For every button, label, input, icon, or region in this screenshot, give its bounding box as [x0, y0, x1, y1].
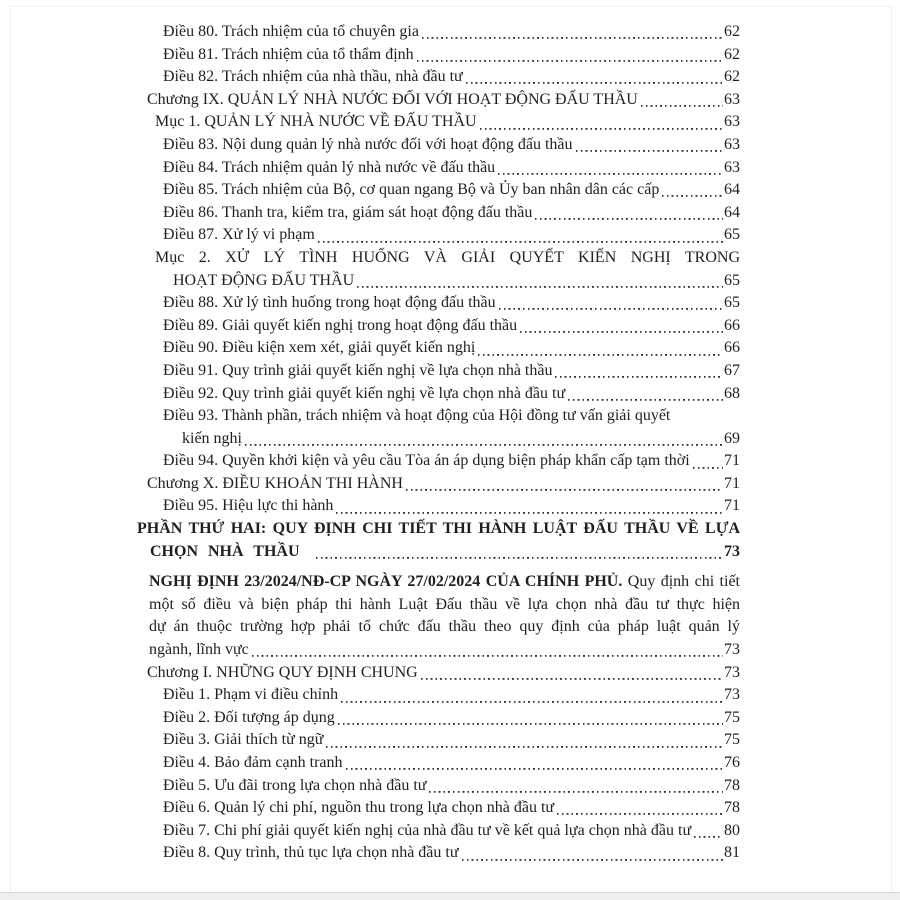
dot-leader — [557, 797, 723, 820]
dot-leader — [462, 842, 723, 865]
page-number: 71 — [724, 474, 740, 492]
dot-leader — [316, 541, 724, 564]
toc-line-text: Chương X. ĐIỀU KHOẢN THI HÀNH — [147, 474, 403, 492]
toc-line — [137, 541, 740, 564]
toc-line — [137, 571, 740, 594]
dot-leader — [318, 224, 723, 247]
dot-leader — [417, 44, 723, 67]
toc-line-text: Điều 80. Trách nhiệm của tổ chuyên gia — [163, 23, 419, 40]
toc-line — [137, 270, 740, 293]
toc-line-text: Mục 2. XỬ LÝ TÌNH HUỐNG VÀ GIẢI QUYẾT KIẾN NGHỊ TRONG — [155, 248, 740, 266]
page-number: 75 — [724, 731, 740, 749]
toc-line — [137, 111, 740, 134]
page-number: 64 — [724, 181, 740, 199]
page-number: 71 — [724, 497, 740, 515]
toc-line-text: Điều 2. Đối tượng áp dụng — [163, 708, 335, 726]
toc-line — [137, 707, 740, 730]
toc-line-text: Điều 94. Quyền khởi kiện và yêu cầu Tòa án áp dụng biện pháp khẩn cấp tạm thời — [163, 452, 690, 470]
toc-line — [137, 89, 740, 112]
dot-leader — [480, 111, 723, 134]
toc-line — [137, 616, 740, 639]
page-number: 63 — [724, 158, 740, 176]
toc-line-text: ngành, lĩnh vực — [149, 641, 249, 659]
dot-leader — [641, 89, 723, 112]
toc-line-text: Điều 4. Bảo đảm cạnh tranh — [163, 754, 343, 771]
page-number: 68 — [724, 384, 740, 402]
dot-leader — [520, 315, 723, 338]
toc-line-text: Điều 95. Hiệu lực thi hành — [163, 497, 334, 515]
toc-line — [137, 450, 740, 473]
dot-leader — [338, 707, 723, 730]
dot-leader — [429, 775, 723, 798]
dot-leader — [466, 66, 723, 89]
toc-line — [137, 842, 740, 865]
dot-leader — [326, 729, 723, 752]
toc-line — [137, 292, 740, 315]
toc-line — [137, 729, 740, 752]
dot-leader — [576, 134, 723, 157]
page-number: 71 — [724, 452, 740, 470]
toc-line — [137, 134, 740, 157]
toc-line-text: Điều 8. Quy trình, thủ tục lựa chọn nhà đầu tư — [163, 844, 459, 862]
page-number: 69 — [724, 429, 740, 447]
toc-line — [137, 405, 740, 428]
toc-line-text: Điều 1. Phạm vi điều chỉnh — [163, 686, 339, 704]
toc-line-text: Điều 5. Ưu đãi trong lựa chọn nhà đầu tư — [163, 776, 427, 794]
toc-line-text: Điều 93. Thành phần, trách nhiệm và hoạt động của Hội đồng tư vấn giải quyết — [163, 407, 671, 425]
toc-line — [137, 157, 740, 180]
page-number: 62 — [724, 23, 740, 40]
dot-leader — [336, 495, 723, 518]
toc-line-text: Mục 1. QUẢN LÝ NHÀ NƯỚC VỀ ĐẤU THẦU — [155, 113, 477, 131]
toc-line — [137, 66, 740, 89]
toc-line — [137, 797, 740, 820]
toc-line — [137, 775, 740, 798]
toc-line — [137, 820, 740, 843]
page-number: 78 — [724, 799, 740, 817]
page-number: 81 — [724, 844, 740, 862]
page-number: 63 — [724, 90, 740, 108]
toc-line — [137, 495, 740, 518]
toc-line — [137, 202, 740, 225]
page-number: 73 — [724, 663, 740, 681]
page-number: 63 — [724, 135, 740, 153]
toc-line-text: một số điều và biện pháp thi hành Luật Đấu thầu về lựa chọn nhà đầu tư thực hiện — [149, 595, 740, 613]
toc-line-text: Điều 3. Giải thích từ ngữ — [163, 731, 324, 749]
toc-line — [137, 428, 740, 451]
page-number: 73 — [724, 686, 740, 704]
dot-leader — [406, 473, 723, 496]
toc-line — [137, 179, 740, 202]
toc-line — [137, 21, 740, 44]
page-number: 80 — [724, 821, 740, 839]
toc-line — [137, 518, 740, 541]
toc-line — [137, 247, 740, 270]
toc-line-text: Điều 86. Thanh tra, kiểm tra, giám sát hoạt động đấu thầu — [163, 203, 533, 221]
page-number: 63 — [724, 113, 740, 131]
toc-line — [137, 315, 740, 338]
dot-leader — [535, 202, 723, 225]
page-number: 67 — [724, 361, 740, 379]
toc-line-text: Quy định chi tiết — [622, 573, 740, 591]
page-number: 73 — [724, 542, 740, 560]
table-of-contents — [137, 21, 740, 865]
toc-line-text: Điều 84. Trách nhiệm quản lý nhà nước về đấu thầu — [163, 158, 496, 176]
page-number: 66 — [724, 339, 740, 357]
page-number: 66 — [724, 316, 740, 334]
toc-line — [137, 44, 740, 67]
page-number: 76 — [724, 754, 740, 771]
scan-bottom-bar — [0, 892, 900, 900]
toc-line — [137, 360, 740, 383]
toc-line — [137, 662, 740, 685]
toc-line-text: PHẦN THỨ HAI: QUY ĐỊNH CHI TIẾT THI HÀNH LUẬT ĐẤU THẦU VỀ LỰA — [137, 520, 740, 538]
dot-leader — [341, 684, 723, 707]
page-number: 62 — [724, 45, 740, 63]
dot-leader — [693, 450, 723, 473]
page-number: 62 — [724, 68, 740, 86]
page-number: 78 — [724, 776, 740, 794]
toc-line-text: HOẠT ĐỘNG ĐẤU THẦU — [173, 271, 355, 289]
dot-leader — [555, 360, 723, 383]
toc-line — [137, 337, 740, 360]
dot-leader — [694, 820, 723, 843]
toc-line-text: Điều 85. Trách nhiệm của Bộ, cơ quan ngang Bộ và Ủy ban nhân dân các cấp — [163, 181, 660, 199]
toc-line-text: Điều 7. Chi phí giải quyết kiến nghị của nhà đầu tư về kết quả lựa chọn nhà đầu tư — [163, 821, 692, 839]
dot-leader — [568, 383, 723, 406]
toc-line-text: Điều 88. Xử lý tình huống trong hoạt động đấu thầu — [163, 294, 496, 312]
page-number: 65 — [724, 226, 740, 244]
dot-leader — [421, 662, 723, 685]
dot-leader — [478, 337, 723, 360]
toc-line-text: CHỌN NHÀ THẦU — [150, 542, 300, 560]
toc-line-text: dự án thuộc trường hợp phải tổ chức đấu thầu theo quy định của pháp luật quản lý — [149, 618, 740, 636]
toc-line — [137, 383, 740, 406]
toc-line — [137, 752, 740, 775]
toc-line — [137, 684, 740, 707]
toc-line-text: NGHỊ ĐỊNH 23/2024/NĐ-CP NGÀY 27/02/2024 CỦA CHÍNH PHỦ. — [149, 573, 623, 591]
page-number: 73 — [724, 641, 740, 659]
toc-line-text: Điều 91. Quy trình giải quyết kiến nghị về lựa chọn nhà thầu — [163, 361, 553, 379]
page-number: 65 — [724, 271, 740, 289]
page-number: 64 — [724, 203, 740, 221]
toc-line-text: Điều 81. Trách nhiệm của tổ thẩm định — [163, 45, 414, 63]
toc-line-text: Chương IX. QUẢN LÝ NHÀ NƯỚC ĐỐI VỚI HOẠT ĐỘNG ĐẤU THẦU — [147, 90, 638, 108]
dot-leader — [662, 179, 723, 202]
toc-line-text: Điều 6. Quản lý chi phí, nguồn thu trong lựa chọn nhà đầu tư — [163, 799, 555, 817]
toc-line-text: Điều 89. Giải quyết kiến nghị trong hoạt động đấu thầu — [163, 316, 518, 334]
dot-leader — [498, 157, 723, 180]
dot-leader — [422, 21, 723, 44]
toc-line-text: Điều 90. Điều kiện xem xét, giải quyết kiến nghị — [163, 339, 476, 357]
toc-line-text: Điều 82. Trách nhiệm của nhà thầu, nhà đầu tư — [163, 68, 463, 86]
toc-line-text: kiến nghị — [182, 429, 242, 447]
toc-line — [137, 473, 740, 496]
dot-leader — [245, 428, 723, 451]
toc-line — [137, 224, 740, 247]
toc-line — [137, 639, 740, 662]
toc-line-text: Điều 87. Xử lý vi phạm — [163, 226, 315, 244]
page-number: 75 — [724, 708, 740, 726]
dot-leader — [346, 752, 724, 775]
dot-leader — [357, 270, 723, 293]
toc-line-text: Điều 92. Quy trình giải quyết kiến nghị về lựa chọn nhà đầu tư — [163, 384, 566, 402]
page-number: 65 — [724, 294, 740, 312]
dot-leader — [252, 639, 723, 662]
toc-line-text: Chương I. NHỮNG QUY ĐỊNH CHUNG — [147, 663, 418, 681]
toc-line — [137, 594, 740, 617]
toc-line-text: Điều 83. Nội dung quản lý nhà nước đối với hoạt động đấu thầu — [163, 135, 573, 153]
dot-leader — [499, 292, 723, 315]
